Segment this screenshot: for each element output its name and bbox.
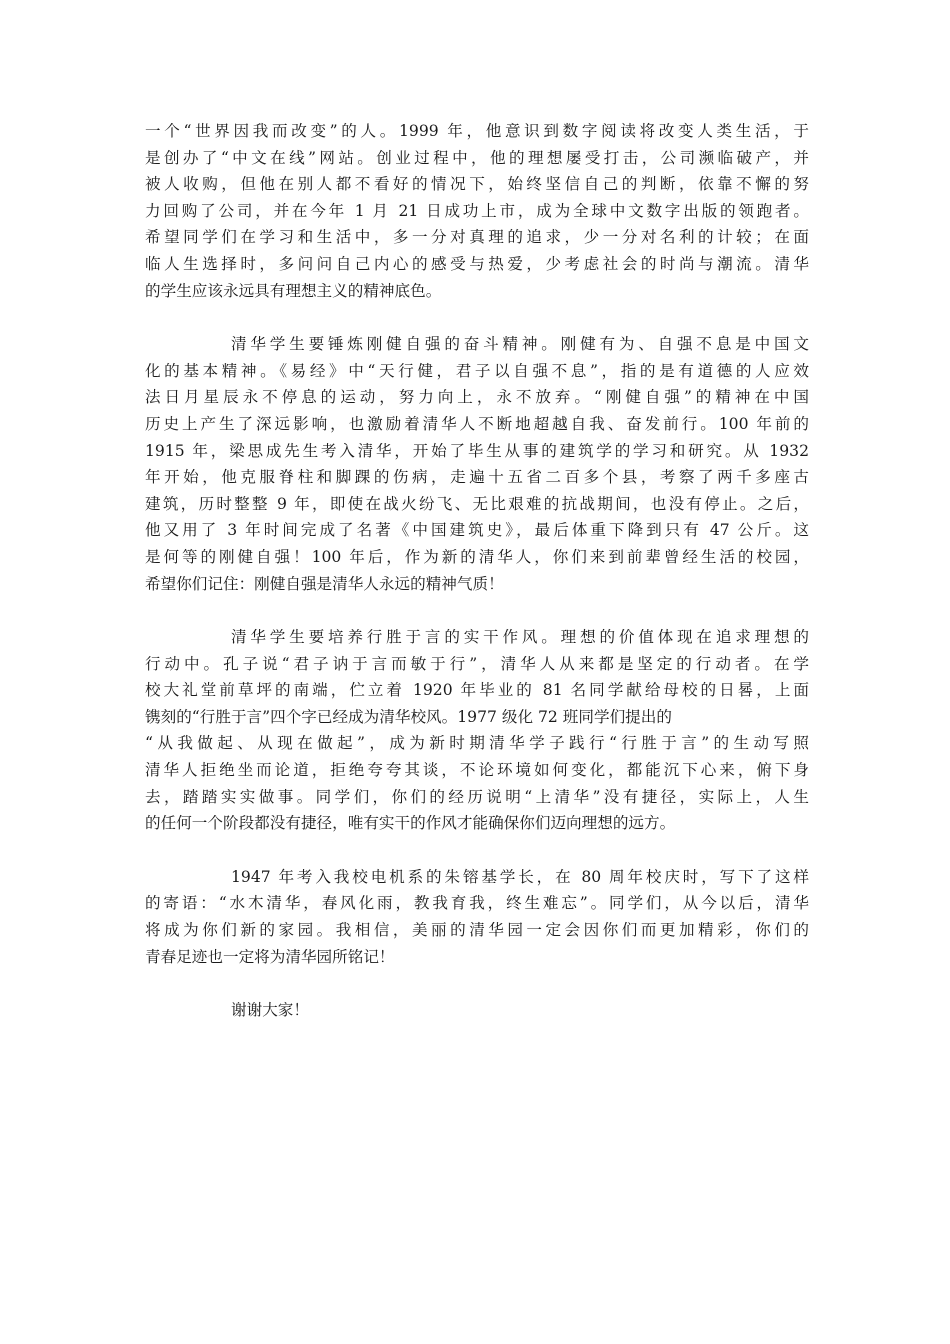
text-line: 1915 年，梁思成先生考入清华，开始了毕生从事的建筑学的学习和研究。从 1932 [145, 441, 809, 460]
text-line: 临人生选择时，多问问自己内心的感受与热爱，少考虑社会的时尚与潮流。清华 [145, 254, 809, 273]
text-line: 年开始，他克服脊柱和脚踝的伤病，走遍十五省二百多个县，考察了两千多座古 [145, 468, 809, 487]
text-line: 是创办了“中文在线”网站。创业过程中，他的理想屡受打击，公司濒临破产，并 [145, 148, 809, 167]
paragraph-closing [145, 997, 809, 1024]
text-line: 历史上产生了深远影响，也激励着清华人不断地超越自我、奋发前行。100 年前的 [145, 414, 809, 433]
text-line: 校大礼堂前草坪的南端，伫立着 1920 年毕业的 81 名同学献给母校的日晷，上面 [145, 681, 809, 700]
text-line: 的寄语：“水木清华，春风化雨，教我育我，终生难忘”。同学们，从今以后，清华 [145, 894, 809, 913]
paragraph-self-improvement [145, 331, 809, 597]
paragraph-home [145, 864, 809, 970]
text-line: 镌刻的“行胜于言”四个字已经成为清华校风。1977 级化 72 班同学们提出的 [145, 707, 672, 726]
text-line: 的任何一个阶段都没有捷径，唯有实干的作风才能确保你们迈向理想的远方。 [145, 814, 676, 833]
text-line: 建筑，历时整整 9 年，即使在战火纷飞、无比艰难的抗战期间，也没有停止。之后， [145, 494, 809, 513]
text-line: 化的基本精神。《易经》中“天行健，君子以自强不息”，指的是有道德的人应效 [145, 361, 809, 380]
text-line: 希望你们记住：刚健自强是清华人永远的精神气质！ [145, 574, 504, 593]
text-line: 力回购了公司，并在今年 1 月 21 日成功上市，成为全球中文数字出版的领跑者。 [145, 201, 809, 220]
document-body [145, 118, 809, 1024]
text-line: 行动中。孔子说“君子讷于言而敏于行”，清华人从来都是坚定的行动者。在学 [145, 654, 809, 673]
text-line: 被人收购，但他在别人都不看好的情况下，始终坚信自己的判断，依靠不懈的努 [145, 175, 809, 194]
text-line: 清华学生要锤炼刚健自强的奋斗精神。刚健有为、自强不息是中国文 [231, 335, 809, 354]
text-line: 的学生应该永远具有理想主义的精神底色。 [145, 281, 442, 300]
text-line: 清华人拒绝坐而论道，拒绝夸夸其谈，不论环境如何变化，都能沉下心来，俯下身 [145, 761, 809, 780]
text-line: “从我做起、从现在做起”，成为新时期清华学子践行“行胜于言”的生动写照 [145, 734, 809, 753]
text-line: 希望同学们在学习和生活中，多一分对真理的追求，少一分对名利的计较；在面 [145, 228, 809, 247]
paragraph-ideals [145, 118, 809, 304]
text-line: 青春足迹也一定将为清华园所铭记！ [145, 947, 395, 966]
text-line: 清华学生要培养行胜于言的实干作风。理想的价值体现在追求理想的 [231, 628, 809, 647]
paragraph-action [145, 624, 809, 837]
text-line: 一个“世界因我而改变”的人。1999 年，他意识到数字阅读将改变人类生活，于 [145, 122, 809, 140]
text-line: 他又用了 3 年时间完成了名著《中国建筑史》，最后体重下降到只有 47 公斤。这 [145, 521, 809, 540]
text-line: 法日月星辰永不停息的运动，努力向上，永不放弃。“刚健自强”的精神在中国 [145, 388, 809, 407]
text-line: 将成为你们新的家园。我相信，美丽的清华园一定会因你们而更加精彩，你们的 [145, 921, 809, 940]
text-line: 是何等的刚健自强！100 年后，作为新的清华人，你们来到前辈曾经生活的校园， [145, 547, 809, 566]
text-line: 去，踏踏实实做事。同学们，你们的经历说明“上清华”没有捷径，实际上，人生 [145, 787, 809, 806]
closing-line: 谢谢大家！ [231, 1001, 309, 1020]
text-line: 1947 年考入我校电机系的朱镕基学长，在 80 周年校庆时，写下了这样 [231, 867, 809, 886]
